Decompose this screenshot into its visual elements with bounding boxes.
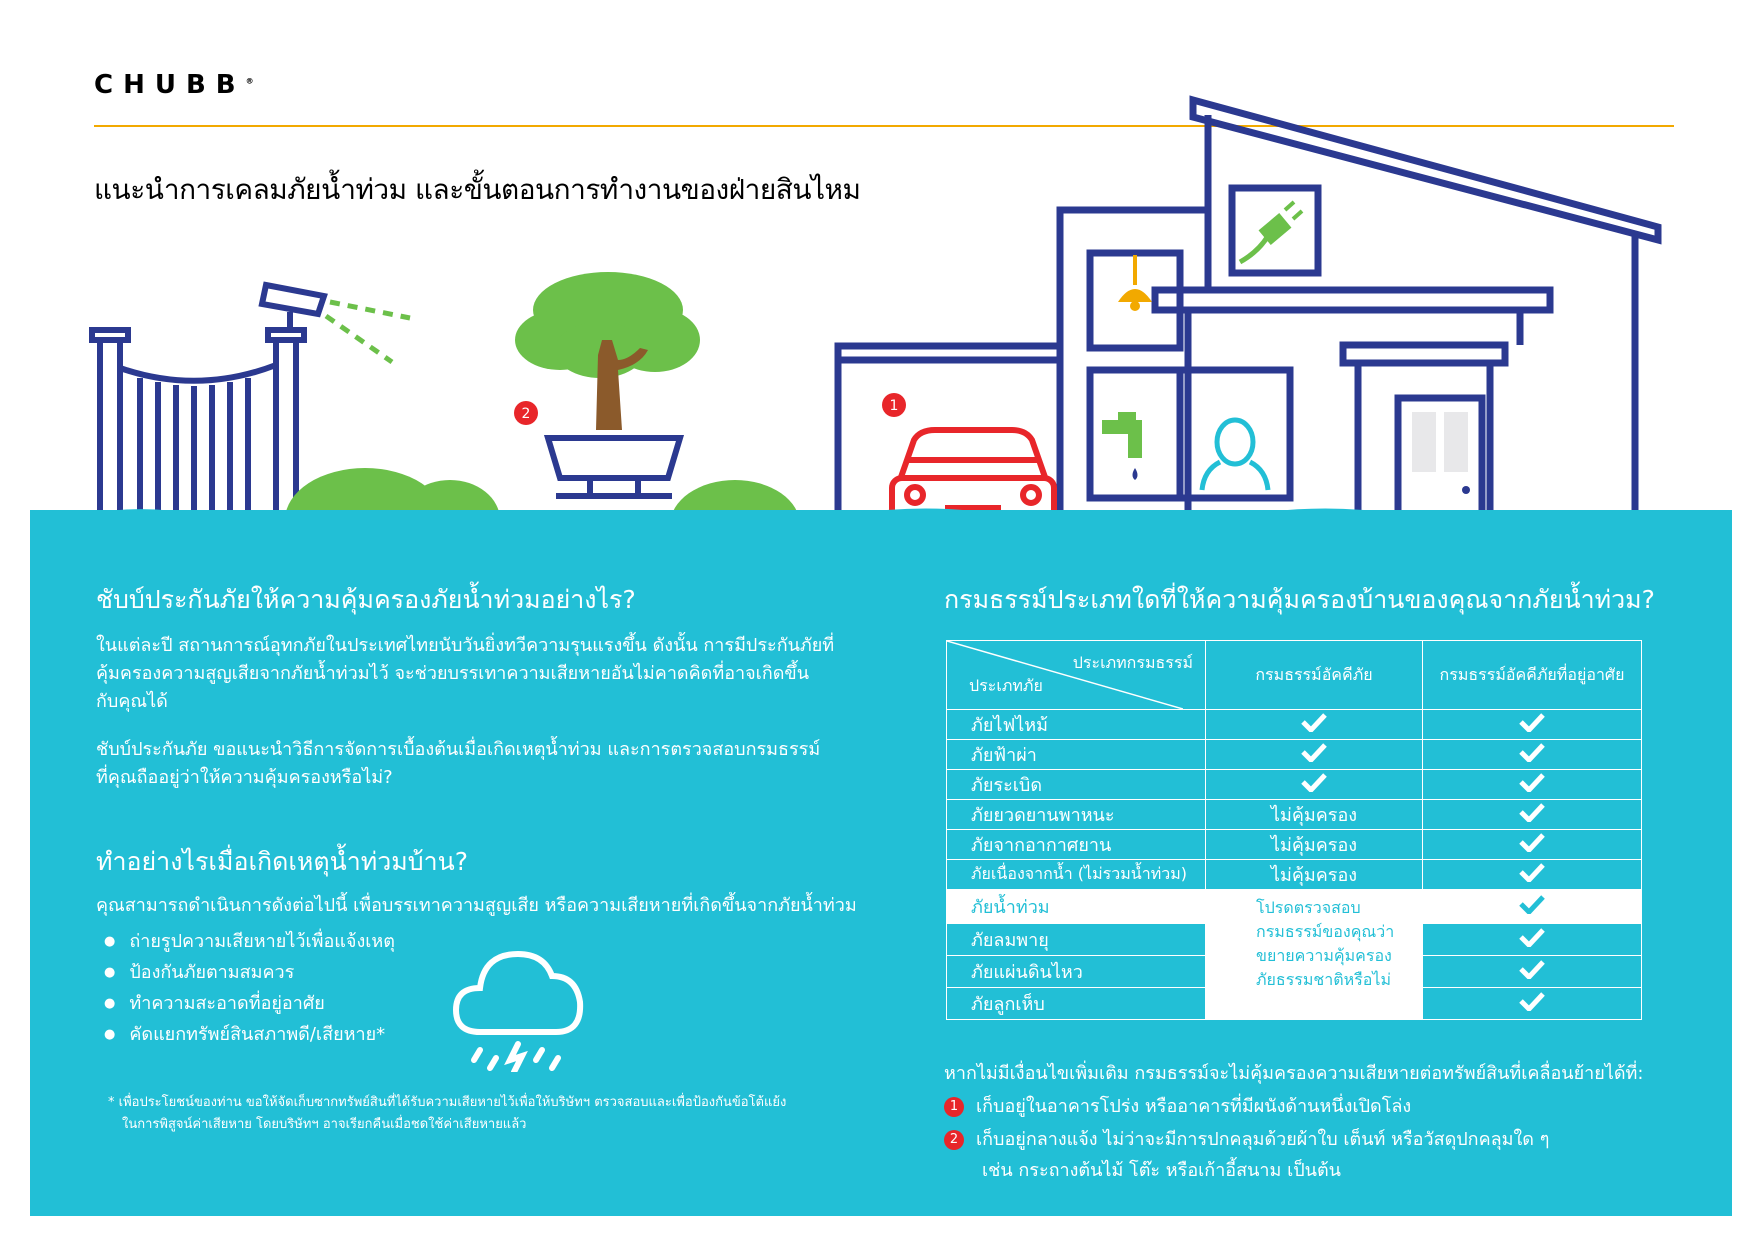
check-icon [1206,710,1423,740]
table-row-highlight [947,890,1642,924]
peril-name: ภัยลูกเห็บ [947,988,1206,1020]
rain-cloud-icon [452,932,592,1072]
peril-name: ภัยฟ้าผ่า [947,740,1206,770]
list-item [944,1123,1549,1156]
check-policy-note [1206,890,1423,1020]
check-icon [1423,860,1642,890]
table-row [947,800,1642,830]
peril-name: ภัยระเบิด [947,770,1206,800]
actions-intro: คุณสามารถดำเนินการดังต่อไปนี้ เพื่อบรรเทาความสูญเสีย หรือความเสียหายที่เกิดขึ้นจากภัยน้ำท่วม [96,895,857,916]
what-to-do-heading: ทำอย่างไรเมื่อเกิดเหตุน้ำท่วมบ้าน? [96,847,469,876]
door-icon [1398,398,1482,528]
house [838,100,1658,530]
peril-name: ภัยลมพายุ [947,924,1206,956]
not-covered-label: ไม่คุ้มครอง [1206,830,1423,860]
footnote-line: ในการพิสูจน์ค่าเสียหาย โดยบริษัทฯ อาจเรียกคืนเมื่อชดใช้ค่าเสียหายแล้ว [122,1117,527,1132]
intro-line: ในแต่ละปี สถานการณ์อุทกภัยในประเทศไทยนับวันยิ่งทวีความรุนแรงขึ้น ดังนั้น การมีประกันภัยที่ [96,635,835,656]
action-list [104,926,395,1050]
check-icon [1423,800,1642,830]
coverage-table [946,640,1642,1020]
table-corner [947,641,1206,710]
advice-line: ชับบ์ประกันภัย ขอแนะนำวิธีการจัดการเบื้องต้นเมื่อเกิดเหตุน้ำท่วม และการตรวจสอบกรมธรรม์ [96,739,821,760]
peril-name: ภัยจากอากาศยาน [947,830,1206,860]
check-icon [1423,890,1642,924]
plug-icon [1240,202,1302,262]
peril-name: ภัยเนื่องจากน้ำ (ไม่รวมน้ำท่วม) [947,860,1206,890]
peril-name: ภัยแผ่นดินไหว [947,956,1206,988]
list-item: ● ถ่ายรูปความเสียหายไว้เพื่อแจ้งเหตุ [104,926,395,957]
not-covered-label: ไม่คุ้มครอง [1206,860,1423,890]
intro-paragraph [96,632,836,716]
badge-1: 1 [889,398,899,414]
footnote [108,1092,868,1136]
gate-icon [92,330,304,540]
conditions-intro: หากไม่มีเงื่อนไขเพิ่มเติม กรมธรรม์จะไม่คุ้มครองความเสียหายต่อทรัพย์สินที่เคลื่อนย้ายได้ที่: [944,1063,1644,1084]
advice-line: ที่คุณถืออยู่ว่าให้ความคุ้มครองหรือไม่? [96,767,393,788]
advice-paragraph [96,736,856,792]
column-header: กรมธรรม์อัคคีภัยที่อยู่อาศัย [1423,641,1642,710]
conditions-list [944,1090,1549,1156]
logo-text: CHUBB [94,70,246,100]
check-icon [1206,770,1423,800]
table-row [947,770,1642,800]
policy-type-heading: กรมธรรม์ประเภทใดที่ให้ความคุ้มครองบ้านของคุณจากภัยน้ำท่วม? [944,585,1655,614]
condition-text: เก็บอยู่กลางแจ้ง ไม่ว่าจะมีการปกคลุมด้วยผ้าใบ เต็นท์ หรือวัสดุปกคลุมใด ๆ [976,1129,1550,1150]
footnote-line: * เพื่อประโยชน์ของท่าน ขอให้จัดเก็บซากทรัพย์สินที่ได้รับความเสียหายไว้เพื่อให้บริษัทฯ ตรวจสอบและเพื่อป้องกันข้อโต้แย้ง [108,1095,787,1110]
corner-peril-label: ประเภทภัย [969,676,1043,695]
peril-name: ภัยยวดยานพาหนะ [947,800,1206,830]
check-icon [1423,740,1642,770]
table-row [947,830,1642,860]
lamp-icon [1118,255,1152,311]
check-icon [1423,710,1642,740]
peril-name: ภัยน้ำท่วม [947,890,1206,924]
check-icon [1423,770,1642,800]
corner-policy-label: ประเภทกรมธรรม์ [1072,653,1193,672]
list-item: ● ป้องกันภัยตามสมควร [104,957,395,988]
condition-number: 1 [944,1097,964,1117]
page-title: แนะนำการเคลมภัยน้ำท่วม และขั้นตอนการทำงานของฝ่ายสินไหม [94,173,861,206]
tree-pot-icon [515,272,700,535]
table-row [947,710,1642,740]
faucet-icon [1102,412,1142,480]
coverage-heading: ชับบ์ประกันภัยให้ความคุ้มครองภัยน้ำท่วมอย่างไร? [96,585,636,614]
note-line: ภัยธรรมชาติหรือไม่ [1256,970,1391,989]
check-icon [1423,956,1642,988]
intro-line: กับคุณได้ [96,691,168,712]
condition-text: เก็บอยู่ในอาคารโปร่ง หรืออาคารที่มีผนังด้านหนึ่งเปิดโล่ง [976,1096,1412,1117]
badge-2: 2 [521,406,531,422]
condition-continuation: เช่น กระถางต้นไม้ โต๊ะ หรือเก้าอี้สนาม เป็นต้น [982,1160,1341,1181]
table-row [947,860,1642,890]
peril-name: ภัยไฟไหม้ [947,710,1206,740]
camera-icon [262,285,410,362]
check-icon [1423,830,1642,860]
not-covered-label: ไม่คุ้มครอง [1206,800,1423,830]
person-icon [1202,420,1268,490]
note-line: กรมธรรม์ของคุณว่า [1256,922,1395,941]
table-row [947,740,1642,770]
check-icon [1423,988,1642,1020]
note-line: โปรดตรวจสอบ [1256,898,1361,917]
condition-number: 2 [944,1130,964,1150]
note-line: ขยายความคุ้มครอง [1256,946,1392,965]
intro-line: คุ้มครองความสูญเสียจากภัยน้ำท่วมไว้ จะช่วยบรรเทาความเสียหายอันไม่คาดคิดที่อาจเกิดขึ้น [96,663,810,684]
column-header: กรมธรรม์อัคคีภัย [1206,641,1423,710]
list-item: ● คัดแยกทรัพย์สินสภาพดี/เสียหาย* [104,1019,395,1050]
logo-mark: ® [245,76,254,86]
list-item [944,1090,1549,1123]
check-icon [1423,924,1642,956]
list-item: ● ทำความสะอาดที่อยู่อาศัย [104,988,395,1019]
check-icon [1206,740,1423,770]
